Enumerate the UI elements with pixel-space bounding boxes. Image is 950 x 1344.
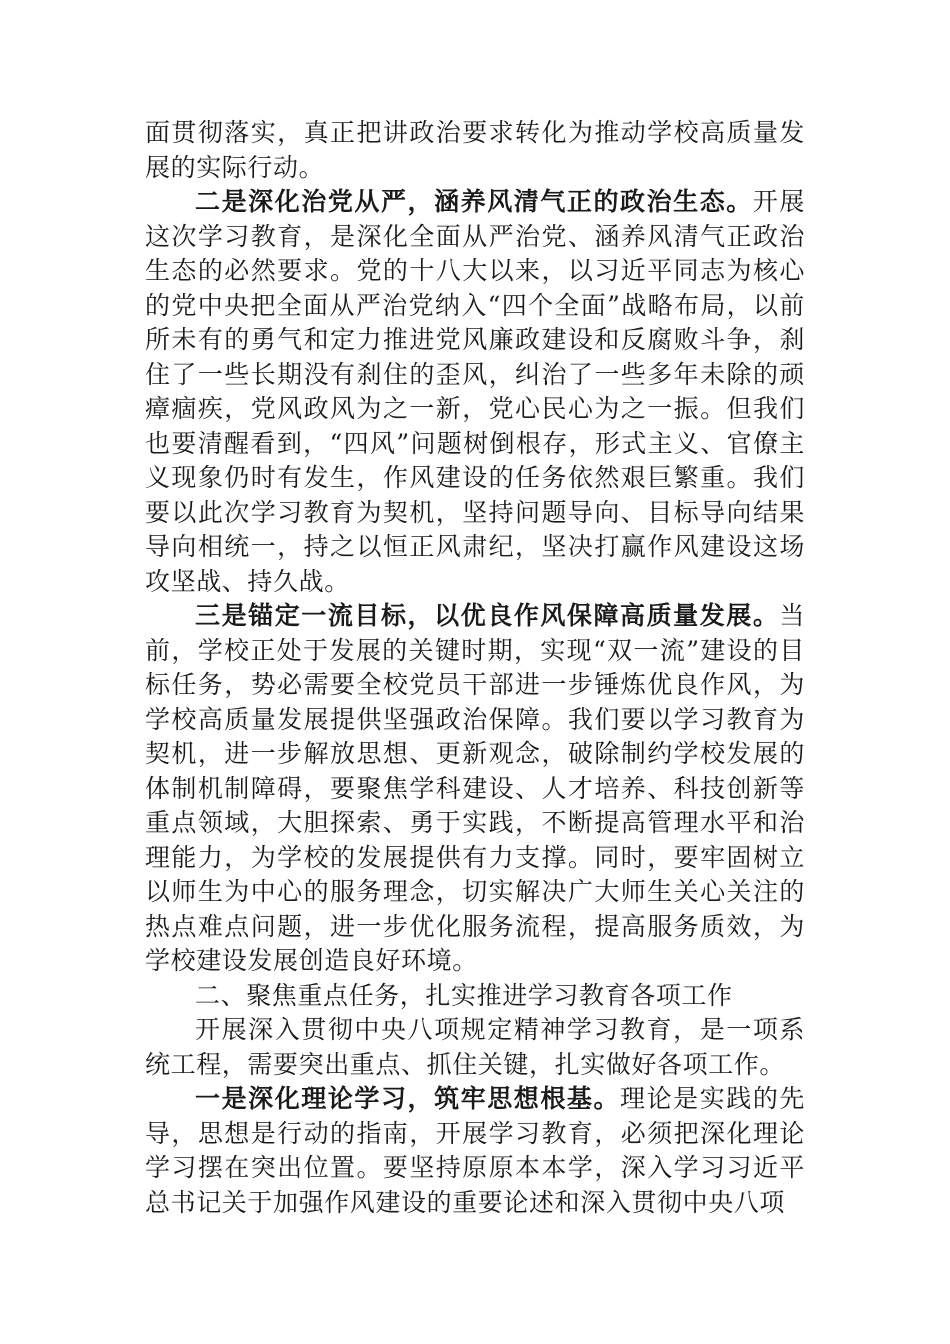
- paragraph-political-ecology: [145, 185, 805, 599]
- paragraph-continuation: [145, 116, 805, 185]
- paragraph-text: 理论是实践的先导，思想是行动的指南，开展学习教育，必须把深化理论学习摆在突出位置。要坚持原原本本学，深入学习习近平总书记关于加强作风建设的重要论述和深入贯彻中央八项: [145, 1084, 805, 1217]
- paragraph-intro: [145, 1013, 805, 1082]
- paragraph-lead: 三是锚定一流目标，以优良作风保障高质量发展。: [195, 601, 780, 630]
- paragraph-lead: 二是深化治党从严，涵养风清气正的政治生态。: [195, 187, 753, 216]
- paragraph-theory-study: [145, 1082, 805, 1220]
- paragraph-lead: 一是深化理论学习，筑牢思想根基。: [195, 1084, 621, 1113]
- paragraph-text: 开展这次学习教育，是深化全面从严治党、涵养风清气正政治生态的必然要求。党的十八大以来，以习近平同志为核心的党中央把全面从严治党纳入“四个全面”战略布局，以前所未有的勇气和定力推进党风廉政建设和反腐败斗争，刹住了一些长期没有刹住的歪风，纠治了一些多年未除的顽瘴痼疾，党风政风为之一新，党心民心为之一振。但我们也要清醒看到，“四风”问题树倒根存，形式主义、官僚主义现象仍时有发生，作风建设的任务依然艰巨繁重。我们要以此次学习教育为契机，坚持问题导向、目标导向结果导向相统一，持之以恒正风肃纪，坚决打赢作风建设这场攻坚战、持久战。: [145, 187, 805, 596]
- paragraph-text: 当前，学校正处于发展的关键时期，实现“双一流”建设的目标任务，势必需要全校党员干部进一步锤炼优良作风，为学校高质量发展提供坚强政治保障。我们要以学习教育为契机，进一步解放思想、更新观念，破除制约学校发展的体制机制障碍，要聚焦学科建设、人才培养、科技创新等重点领域，大胆探索、勇于实践，不断提高管理水平和治理能力，为学校的发展提供有力支撑。同时，要牢固树立以师生为中心的服务理念，切实解决广大师生关心关注的热点难点问题，进一步优化服务流程，提高服务质效，为学校建设发展创造良好环境。: [145, 601, 805, 975]
- paragraph-text: 面贯彻落实，真正把讲政治要求转化为推动学校高质量发展的实际行动。: [145, 118, 805, 182]
- section-heading: 二、聚焦重点任务，扎实推进学习教育各项工作: [195, 980, 733, 1010]
- document-body: [145, 116, 805, 1220]
- paragraph-first-class-goal: [145, 599, 805, 979]
- paragraph-text: 开展深入贯彻中央八项规定精神学习教育，是一项系统工程，需要突出重点、抓住关键，扎实做好各项工作。: [145, 1015, 805, 1079]
